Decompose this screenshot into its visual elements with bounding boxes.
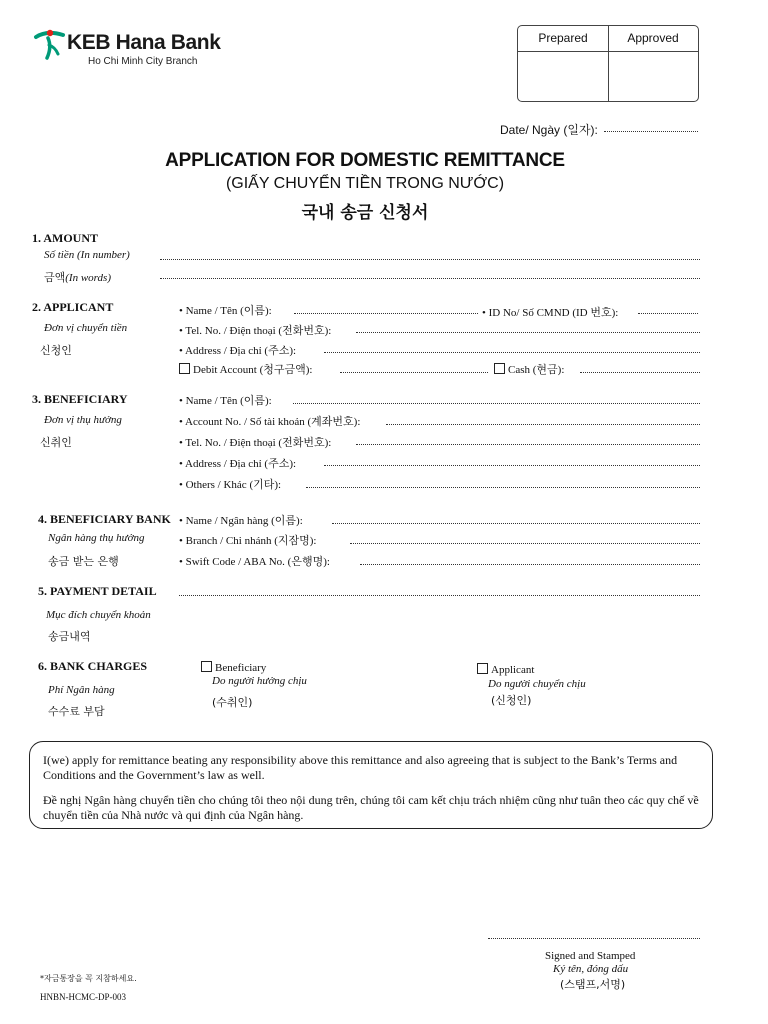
- amount-words-field[interactable]: [160, 278, 700, 279]
- payment-heading: 5. PAYMENT DETAIL: [38, 584, 157, 598]
- charges-sub-ko: 수수료 부담: [48, 705, 105, 718]
- charges-applicant-ko: (신청인): [491, 694, 532, 707]
- charges-applicant-option[interactable]: Applicant: [477, 663, 534, 676]
- hana-bank-logo-icon: [33, 27, 67, 61]
- approval-box: [517, 25, 699, 102]
- applicant-cash-option[interactable]: Cash (현금):: [494, 361, 564, 377]
- beneficiary-others-field[interactable]: [306, 487, 700, 488]
- applicant-tel-label: • Tel. No. / Điện thoại (전화번호):: [179, 325, 332, 337]
- beneficiary-sub-vn: Đơn vị thụ hưởng: [44, 414, 122, 426]
- applicant-address-label: • Address / Địa chỉ (주소):: [179, 345, 297, 357]
- applicant-sub-vn: Đơn vị chuyển tiền: [44, 322, 128, 334]
- form-code: HNBN-HCMC-DP-003: [40, 992, 127, 1002]
- declaration-vn: Đề nghị Ngân hàng chuyển tiền cho chúng tôi theo nội dung trên, chúng tôi cam kết chịu trách nhiệm cũng như tuân theo các quy chế về chuyển tiền của Nhà nước và qui định của Ngân hàng.: [43, 793, 699, 822]
- charges-beneficiary-checkbox[interactable]: [201, 661, 212, 672]
- bank-branch: Ho Chi Minh City Branch: [88, 56, 198, 67]
- bank-swift-field[interactable]: [360, 564, 700, 565]
- form-title-ko: 국내 송금 신청서: [301, 203, 429, 223]
- signature-label-ko: (스탬프,서명): [560, 978, 626, 991]
- declaration-box: [29, 741, 713, 829]
- amount-heading: 1. AMOUNT: [32, 231, 98, 245]
- cash-checkbox[interactable]: [494, 363, 505, 374]
- charges-sub-vn: Phí Ngân hàng: [48, 684, 115, 696]
- bank-swift-label: • Swift Code / ABA No. (은행명):: [179, 556, 330, 568]
- charges-beneficiary-option[interactable]: Beneficiary: [201, 661, 266, 674]
- beneficiary-address-label: • Address / Địa chỉ (주소):: [179, 458, 297, 470]
- applicant-name-field[interactable]: [294, 313, 478, 314]
- beneficiary-tel-label: • Tel. No. / Điện thoại (전화번호):: [179, 437, 332, 449]
- prepared-signature-cell[interactable]: [518, 52, 608, 101]
- amount-number-label: Số tiền (In number): [44, 249, 130, 261]
- debit-checkbox[interactable]: [179, 363, 190, 374]
- payment-detail-field[interactable]: [179, 595, 700, 596]
- bank-branch-label: • Branch / Chi nhánh (지잠명):: [179, 535, 317, 547]
- applicant-debit-field[interactable]: [340, 372, 488, 373]
- applicant-tel-field[interactable]: [356, 332, 700, 333]
- bank-sub-ko: 송금 받는 은행: [48, 555, 119, 568]
- charges-beneficiary-ko: (수취인): [212, 696, 253, 709]
- applicant-id-label: • ID No/ Số CMND (ID 번호):: [482, 307, 619, 319]
- charges-heading: 6. BANK CHARGES: [38, 659, 148, 673]
- signature-field[interactable]: [488, 938, 700, 939]
- beneficiary-sub-ko: 신취인: [40, 436, 72, 449]
- beneficiary-others-label: • Others / Khác (기타):: [179, 479, 282, 491]
- beneficiary-tel-field[interactable]: [356, 444, 700, 445]
- payment-sub-ko: 송금내역: [48, 630, 91, 643]
- beneficiary-heading: 3. BENEFICIARY: [32, 392, 128, 406]
- applicant-id-field[interactable]: [638, 313, 698, 314]
- beneficiary-name-field[interactable]: [293, 403, 700, 404]
- form-title-vn: (GIẤY CHUYỂN TIỀN TRONG NƯỚC): [225, 175, 505, 192]
- approved-signature-cell[interactable]: [609, 52, 698, 101]
- date-field[interactable]: [604, 131, 698, 132]
- bank-name-field[interactable]: [332, 523, 700, 524]
- signature-label-vn: Ký tên, đóng dấu: [553, 963, 629, 975]
- bank-heading: 4. BENEFICIARY BANK: [38, 512, 171, 526]
- applicant-cash-field[interactable]: [580, 372, 700, 373]
- declaration-en: I(we) apply for remittance beating any responsibility above this remittance and also agreeing that is subject to the Bank’s Terms and Conditions and the Government’s law as well.: [43, 753, 678, 782]
- bank-sub-vn: Ngân hàng thụ hưởng: [48, 532, 145, 544]
- beneficiary-name-label: • Name / Tên (이름):: [179, 395, 272, 407]
- applicant-sub-ko: 신청인: [40, 344, 72, 357]
- footer-note: *자금통장을 꼭 지참하세요.: [40, 974, 137, 983]
- payment-sub-vn: Mục đích chuyển khoản: [46, 609, 151, 621]
- applicant-name-label: • Name / Tên (이름):: [179, 305, 272, 317]
- approved-label: Approved: [627, 31, 679, 45]
- signature-label-en: Signed and Stamped: [545, 950, 636, 962]
- amount-number-field[interactable]: [160, 259, 700, 260]
- date-label: Date/ Ngày (일자):: [500, 123, 598, 137]
- charges-beneficiary-vn: Do người hưởng chịu: [212, 675, 307, 687]
- prepared-label: Prepared: [538, 31, 588, 45]
- applicant-address-field[interactable]: [324, 352, 700, 353]
- charges-applicant-checkbox[interactable]: [477, 663, 488, 674]
- charges-applicant-vn: Do người chuyển chịu: [488, 678, 586, 690]
- bank-branch-field[interactable]: [350, 543, 700, 544]
- form-title-en: APPLICATION FOR DOMESTIC REMITTANCE: [165, 150, 565, 171]
- beneficiary-address-field[interactable]: [324, 465, 700, 466]
- applicant-debit-option[interactable]: Debit Account (청구금액):: [179, 361, 312, 377]
- bank-name-label: • Name / Ngân hàng (이름):: [179, 515, 303, 527]
- beneficiary-account-label: • Account No. / Số tài khoản (계좌번호):: [179, 416, 361, 428]
- amount-words-label: 금액(In words): [44, 271, 111, 284]
- beneficiary-account-field[interactable]: [386, 424, 700, 425]
- bank-name: KEB Hana Bank: [67, 31, 221, 54]
- applicant-heading: 2. APPLICANT: [32, 300, 114, 314]
